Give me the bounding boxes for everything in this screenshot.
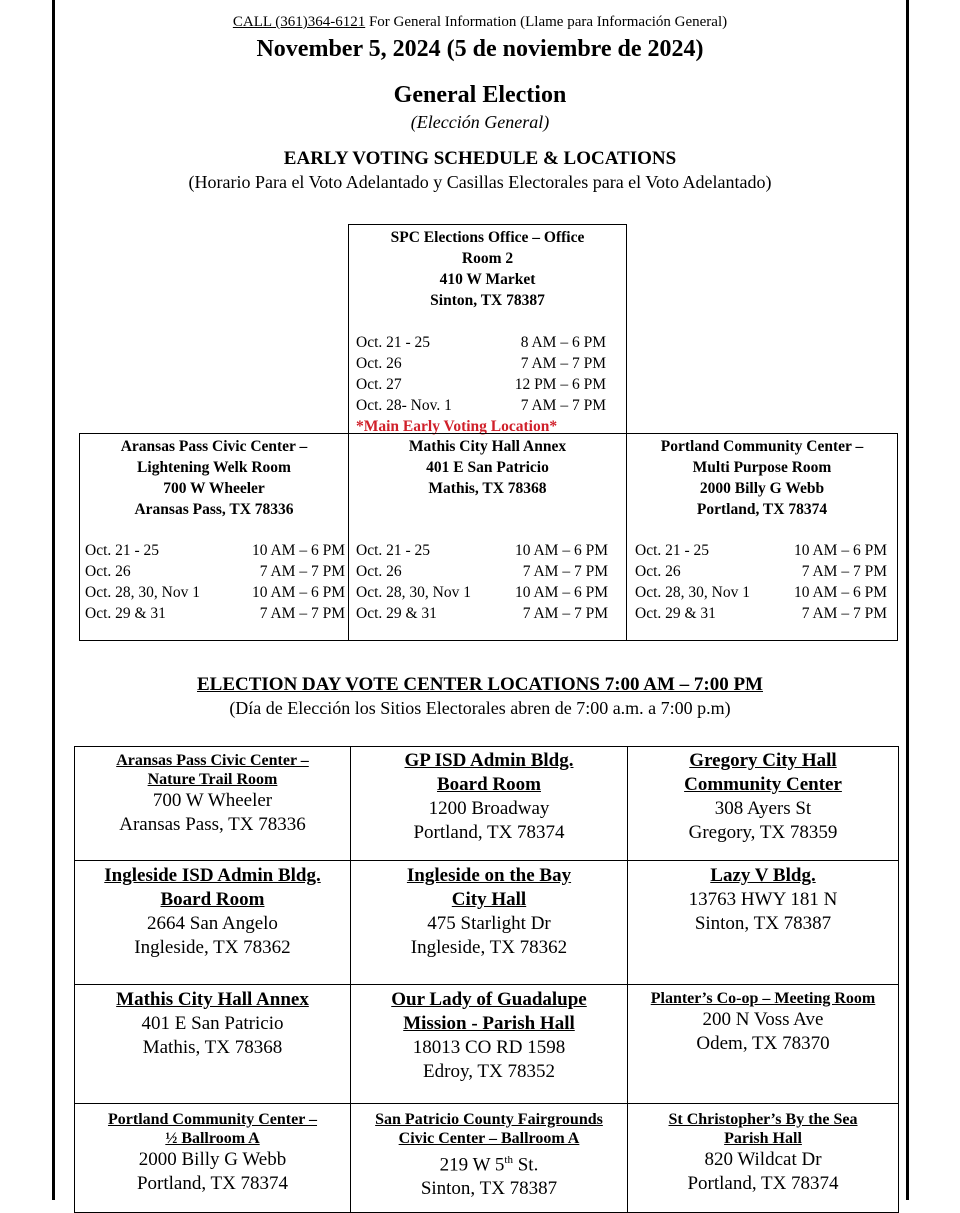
vote-center-name-line2: Parish Hall — [724, 1130, 802, 1147]
mathis-schedule — [356, 540, 608, 624]
call-info-line — [0, 14, 960, 31]
vote-center-city: Ingleside, TX 78362 — [410, 937, 568, 958]
vote-center-name: GP ISD Admin Bldg. — [404, 750, 574, 771]
vote-center-name: Ingleside ISD Admin Bldg. — [104, 865, 321, 886]
schedule-row: Oct. 21 - 25 10 AM – 6 PM — [356, 542, 608, 559]
vote-center-name-line2: Mission - Parish Hall — [403, 1013, 575, 1034]
location-city: Aransas Pass, TX 78336 — [134, 501, 294, 518]
vote-center-address: 2000 Billy G Webb — [138, 1149, 287, 1170]
schedule-row: Oct. 26 7 AM – 7 PM — [635, 563, 887, 580]
location-name-line2: Multi Purpose Room — [692, 459, 832, 476]
schedule-row: Oct. 29 & 31 7 AM – 7 PM — [356, 605, 608, 622]
vote-center-address: 308 Ayers St — [714, 798, 812, 819]
schedule-row: Oct. 21 - 25 10 AM – 6 PM — [85, 542, 345, 559]
vote-center-name: Planter’s Co-op – Meeting Room — [650, 990, 876, 1007]
schedule-row: Oct. 28, 30, Nov 1 10 AM – 6 PM — [356, 584, 608, 601]
vote-center-city: Gregory, TX 78359 — [688, 822, 838, 843]
early-voting-mathis-box — [348, 433, 627, 641]
location-address: 700 W Wheeler — [163, 480, 265, 497]
vote-center-city: Aransas Pass, TX 78336 — [119, 814, 306, 835]
vote-center-name: Portland Community Center – — [107, 1111, 318, 1128]
aransas-schedule — [85, 540, 345, 624]
schedule-row: Oct. 21 - 25 8 AM – 6 PM — [356, 334, 606, 351]
vote-center-cell — [350, 860, 628, 985]
vote-center-name-line2: ½ Ballroom A — [165, 1130, 260, 1147]
vote-center-cell — [74, 746, 351, 861]
location-address: 410 W Market — [439, 271, 536, 288]
location-name: SPC Elections Office – Office — [390, 229, 585, 246]
election-day-subtitle: (Día de Elección los Sitios Electorales abren de 7:00 a.m. a 7:00 p.m) — [229, 698, 731, 718]
election-day-title: ELECTION DAY VOTE CENTER LOCATIONS 7:00 AM – 7:00 PM — [197, 674, 763, 695]
vote-center-address: 820 Wildcat Dr — [704, 1149, 822, 1170]
early-voting-aransas-box — [79, 433, 349, 641]
vote-center-city: Portland, TX 78374 — [687, 1173, 839, 1194]
vote-center-cell — [74, 1103, 351, 1213]
vote-center-address: 2664 San Angelo — [147, 913, 278, 934]
call-info-text: For General Information (Llame para Información General) — [365, 14, 728, 30]
vote-center-name: Ingleside on the Bay — [406, 865, 572, 886]
election-title-spanish: (Elección General) — [410, 112, 550, 132]
early-voting-subtitle: (Horario Para el Voto Adelantado y Casillas Electorales para el Voto Adelantado) — [188, 172, 772, 192]
location-city: Mathis, TX 78368 — [428, 480, 547, 497]
location-name: Aransas Pass Civic Center – — [120, 438, 308, 455]
vote-center-address: 700 W Wheeler — [152, 790, 273, 811]
vote-center-name-line2: Nature Trail Room — [147, 771, 278, 788]
vote-center-name: St Christopher’s By the Sea — [668, 1111, 858, 1128]
vote-center-city: Portland, TX 78374 — [136, 1173, 289, 1194]
location-name: Mathis City Hall Annex — [408, 438, 567, 455]
vote-center-address: 219 W 5th St. — [439, 1154, 539, 1176]
schedule-row: Oct. 21 - 25 10 AM – 6 PM — [635, 542, 887, 559]
early-voting-portland-box — [626, 433, 898, 641]
schedule-row: Oct. 28, 30, Nov 1 10 AM – 6 PM — [635, 584, 887, 601]
vote-center-name-line2: Civic Center – Ballroom A — [398, 1130, 580, 1147]
schedule-row: Oct. 26 7 AM – 7 PM — [356, 355, 606, 372]
location-address: 2000 Billy G Webb — [699, 480, 825, 497]
vote-center-name: Mathis City Hall Annex — [116, 989, 309, 1010]
vote-center-name-line2: Board Room — [160, 889, 265, 910]
schedule-row: Oct. 28- Nov. 1 7 AM – 7 PM — [356, 397, 606, 414]
vote-center-cell — [350, 984, 628, 1104]
location-address: 401 E San Patricio — [426, 459, 549, 476]
early-voting-title: EARLY VOTING SCHEDULE & LOCATIONS — [283, 148, 677, 169]
main-location-note: *Main Early Voting Location* — [356, 418, 558, 435]
vote-center-address: 401 E San Patricio — [141, 1013, 284, 1034]
schedule-row: Oct. 29 & 31 7 AM – 7 PM — [635, 605, 887, 622]
vote-center-city: Sinton, TX 78387 — [420, 1178, 558, 1200]
location-name: Portland Community Center – — [660, 438, 864, 455]
vote-center-name-line2: Community Center — [684, 774, 842, 795]
main-schedule — [356, 332, 606, 437]
vote-center-cell — [627, 1103, 899, 1213]
vote-center-address: 13763 HWY 181 N — [688, 889, 838, 910]
vote-center-name-line2: Board Room — [437, 774, 541, 795]
vote-center-cell — [74, 984, 351, 1104]
vote-center-name: San Patricio County Fairgrounds — [375, 1111, 603, 1128]
schedule-row: Oct. 27 12 PM – 6 PM — [356, 376, 606, 393]
location-name-line2: Room 2 — [461, 250, 514, 267]
vote-center-city: Edroy, TX 78352 — [423, 1061, 555, 1082]
vote-center-city: Sinton, TX 78387 — [694, 913, 832, 934]
vote-center-address: 1200 Broadway — [428, 798, 550, 819]
schedule-row: Oct. 29 & 31 7 AM – 7 PM — [85, 605, 345, 622]
mathis-location-header — [349, 436, 626, 499]
schedule-row: Oct. 26 7 AM – 7 PM — [85, 563, 345, 580]
aransas-location-header — [80, 436, 348, 520]
vote-center-city: Mathis, TX 78368 — [142, 1037, 283, 1058]
vote-center-address: 200 N Voss Ave — [702, 1009, 824, 1030]
schedule-row: Oct. 26 7 AM – 7 PM — [356, 563, 608, 580]
main-early-voting-box — [348, 224, 627, 434]
vote-center-address: 475 Starlight Dr — [427, 913, 551, 934]
vote-center-name: Lazy V Bldg. — [710, 865, 816, 886]
vote-center-cell — [74, 860, 351, 985]
main-location-header — [349, 227, 626, 311]
location-city: Portland, TX 78374 — [696, 501, 828, 518]
vote-center-cell — [350, 746, 628, 861]
vote-center-name: Gregory City Hall — [689, 750, 837, 771]
portland-schedule — [635, 540, 887, 624]
vote-center-cell — [627, 746, 899, 861]
schedule-row: Oct. 28, 30, Nov 1 10 AM – 6 PM — [85, 584, 345, 601]
vote-center-cell — [627, 984, 899, 1104]
vote-center-cell — [627, 860, 899, 985]
vote-center-city: Odem, TX 78370 — [696, 1033, 830, 1054]
vote-center-name: Our Lady of Guadalupe — [391, 989, 587, 1010]
location-name-line2: Lightening Welk Room — [137, 459, 291, 476]
vote-center-city: Portland, TX 78374 — [413, 822, 565, 843]
election-date: November 5, 2024 (5 de noviembre de 2024) — [256, 36, 704, 62]
location-city: Sinton, TX 78387 — [430, 292, 545, 309]
election-title: General Election — [393, 82, 567, 108]
vote-center-cell — [350, 1103, 628, 1213]
vote-center-name: Aransas Pass Civic Center – — [116, 752, 309, 769]
vote-center-name-line2: City Hall — [451, 889, 527, 910]
vote-center-city: Ingleside, TX 78362 — [134, 937, 291, 958]
portland-location-header — [627, 436, 897, 520]
vote-center-address: 18013 CO RD 1598 — [412, 1037, 566, 1058]
phone-link[interactable]: CALL (361)364-6121 — [232, 14, 366, 30]
